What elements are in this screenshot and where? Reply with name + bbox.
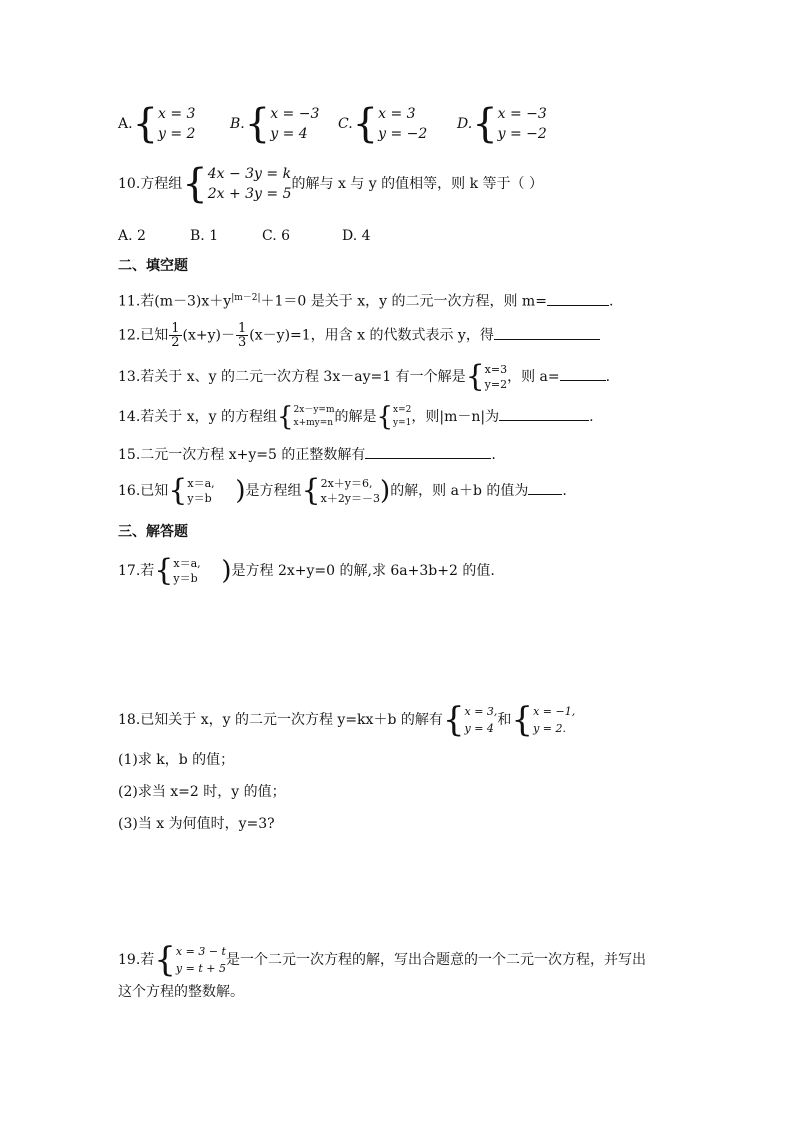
q18-text: 和 [497,712,512,728]
question-10 [118,161,543,207]
eq-row: 4x − 3y = k [207,166,292,182]
paren-right: ) [221,556,232,586]
q13-end: . [605,369,611,385]
q16-text: 的解，则 a＋b 的值为 [390,483,529,499]
q19-text: 19.若 [118,952,155,968]
brace: { [168,473,188,508]
q19-text: 是一个二元一次方程的解，写出合题意的一个二元一次方程，并写出 [225,952,646,968]
eq-row: y = 4 [464,722,494,735]
q14-end: . [589,409,594,425]
eq-row: x = 3, [464,705,498,718]
brace: { [472,101,498,147]
eq-row: y=1 [393,418,412,428]
brace: { [154,940,176,980]
q12-text: (x－y)=1，用含 x 的代数式表示 y，得 [249,327,494,344]
option-label: D. [457,116,473,132]
q18-text: 18.已知关于 x，y 的二元一次方程 y=kx＋b 的解有 [118,712,443,728]
question-17 [118,553,495,588]
paren-right: ) [235,476,246,506]
q14-text: ，则|m－n|为 [411,409,500,425]
eq-row: x = 3 [158,106,196,122]
eq-row: x = −3 [497,106,547,122]
brace: { [182,161,208,207]
option-label: B. [230,116,245,132]
q19-line-2: 这个方程的整数解。 [118,984,244,1000]
question-18 [118,700,576,740]
q9-option-b [230,101,320,147]
question-15 [118,444,496,465]
brace: { [465,359,485,394]
q11-exponent: |m－2| [231,293,261,303]
brace: { [132,101,159,147]
q17-text: 是方程 2x+y=0 的解,求 6a+3b+2 的值. [231,563,495,579]
q17-text: 17.若 [118,563,155,579]
answer-blank[interactable] [560,366,606,381]
eq-row: y＝b [187,492,212,505]
answer-blank[interactable] [528,480,562,495]
eq-row: y = 2 [158,126,196,142]
q12-text: (x+y)－ [182,327,236,344]
q15-end: . [491,447,496,463]
q11-end: . [608,293,614,310]
paren-right: ) [380,476,391,506]
option-label: C. [338,116,353,132]
eq-row: x = −1, [533,705,576,718]
q10-option-b: B. 1 [190,228,219,244]
option-label: A. [118,116,133,132]
eq-row: y = 4 [270,126,308,142]
eq-row: x＝a, [173,557,201,570]
eq-row: x = 3 − t [175,945,226,958]
denominator: 2 [171,335,180,350]
eq-row: x=3 [484,363,508,376]
eq-row: y = −2 [378,126,428,142]
eq-row: y = 2. [533,722,566,735]
eq-row: x = −3 [270,106,320,122]
q16-text: 16.已知 [118,483,169,499]
question-19 [118,940,646,980]
eq-row: 2x＋y＝6, [320,477,373,490]
brace: { [352,101,379,147]
q13-text: ，则 a= [507,369,560,385]
fraction-half [169,322,181,349]
q18-part-2: (2)求当 x=2 时，y 的值； [118,784,286,800]
denominator: 3 [238,335,247,350]
eq-row: x=2 [393,405,412,415]
eq-row: y = t + 5 [175,962,226,975]
q16-end: . [562,483,567,499]
brace: { [511,700,534,740]
question-16 [118,473,567,508]
question-14 [118,404,594,430]
eq-row: x+my=n [293,418,334,428]
brace: { [376,402,394,432]
question-13 [118,359,611,394]
q16-text: 是方程组 [245,483,302,499]
fraction-third [236,322,248,349]
question-11 [118,288,613,312]
section-heading-fill-blank: 二、填空题 [118,258,188,274]
eq-row: y=2 [484,378,508,391]
q9-option-c [338,101,428,147]
section-heading-solve: 三、解答题 [118,524,188,540]
numerator: 1 [238,321,247,336]
eq-row: x＋2y＝－3 [320,492,381,505]
q11-text: 11.若(m－3)x＋y [118,293,232,310]
q13-text: 13.若关于 x、y 的二元一次方程 3x－ay=1 有一个解是 [118,369,466,385]
q11-text: ＋1＝0 是关于 x，y 的二元一次方程，则 m= [260,293,547,310]
q14-text: 的解是 [334,409,377,425]
brace: { [154,553,174,588]
answer-blank[interactable] [499,406,589,421]
q10-option-a: A. 2 [118,228,146,244]
answer-blank[interactable] [494,325,600,340]
numerator: 1 [171,321,180,336]
eq-row: y＝b [173,572,198,585]
q15-text: 15.二元一次方程 x+y=5 的正整数解有 [118,447,366,463]
q14-text: 14.若关于 x，y 的方程组 [118,409,277,425]
answer-blank[interactable] [547,291,609,306]
eq-row: x＝a, [187,477,215,490]
q9-option-a [118,101,196,147]
q18-part-3: (3)当 x 为何值时，y=3? [118,816,275,832]
q10-option-c: C. 6 [262,228,291,244]
question-12 [118,322,600,349]
q18-part-1: (1)求 k，b 的值； [118,752,235,768]
q10-option-d: D. 4 [342,228,371,244]
q9-option-d [457,101,547,147]
brace: { [442,700,465,740]
eq-row: 2x－y=m [293,405,335,415]
eq-row: y = −2 [497,126,547,142]
brace: { [244,101,271,147]
eq-row: x = 3 [378,106,416,122]
q10-suffix: 的解与 x 与 y 的值相等，则 k 等于（ ） [291,176,543,192]
answer-blank[interactable] [365,444,491,459]
eq-row: 2x + 3y = 5 [207,186,292,202]
q12-text: 12.已知 [118,327,169,344]
brace: { [301,473,321,508]
brace: { [276,402,294,432]
q10-prefix: 10.方程组 [118,176,183,192]
